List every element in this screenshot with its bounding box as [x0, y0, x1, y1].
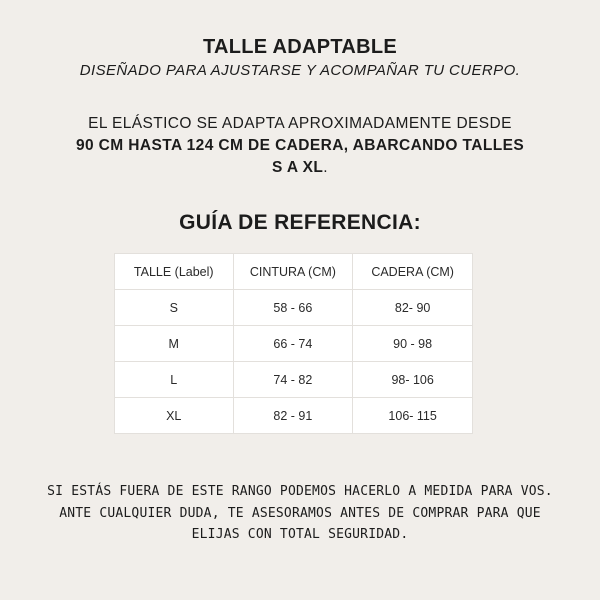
footer-line-1: SI ESTÁS FUERA DE ESTE RANGO PODEMOS HACERLO A MEDIDA PARA VOS.	[47, 484, 553, 499]
size-cell: S	[115, 290, 234, 326]
size-cell: M	[115, 326, 234, 362]
header-hip: CADERA (CM)	[353, 254, 473, 290]
header-size-label: TALLE (Label)	[115, 254, 234, 290]
table-row	[115, 290, 473, 326]
hip-cell: 98- 106	[353, 362, 473, 398]
header-waist: CINTURA (CM)	[233, 254, 353, 290]
waist-cell: 66 - 74	[233, 326, 353, 362]
hip-cell: 82- 90	[353, 290, 473, 326]
elastic-description	[40, 113, 560, 179]
description-line-1: EL ELÁSTICO SE ADAPTA APROXIMADAMENTE DESDE	[88, 115, 512, 132]
footer-line-3: ELIJAS CON TOTAL SEGURIDAD.	[191, 527, 409, 542]
hip-cell: 106- 115	[353, 398, 473, 434]
reference-guide-heading: GUÍA DE REFERENCIA:	[179, 211, 421, 234]
description-size-range: S A XL	[272, 159, 324, 176]
table-row	[115, 326, 473, 362]
waist-cell: 82 - 91	[233, 398, 353, 434]
waist-cell: 74 - 82	[233, 362, 353, 398]
table-header-row	[115, 254, 473, 290]
table-row	[115, 398, 473, 434]
size-reference-table	[114, 253, 473, 434]
hip-cell: 90 - 98	[353, 326, 473, 362]
description-period: .	[323, 159, 328, 176]
size-cell: L	[115, 362, 234, 398]
description-line-2: 90 CM HASTA 124 CM DE CADERA, ABARCANDO TALLES	[75, 137, 525, 154]
footer-line-2: ANTE CUALQUIER DUDA, TE ASESORAMOS ANTES DE COMPRAR PARA QUE	[59, 505, 541, 521]
custom-size-note	[20, 481, 580, 546]
waist-cell: 58 - 66	[233, 290, 353, 326]
page-subtitle: DISEÑADO PARA AJUSTARSE Y ACOMPAÑAR TU CUERPO.	[79, 62, 521, 79]
page-title: TALLE ADAPTABLE	[202, 36, 398, 58]
size-cell: XL	[115, 398, 234, 434]
table-row	[115, 362, 473, 398]
